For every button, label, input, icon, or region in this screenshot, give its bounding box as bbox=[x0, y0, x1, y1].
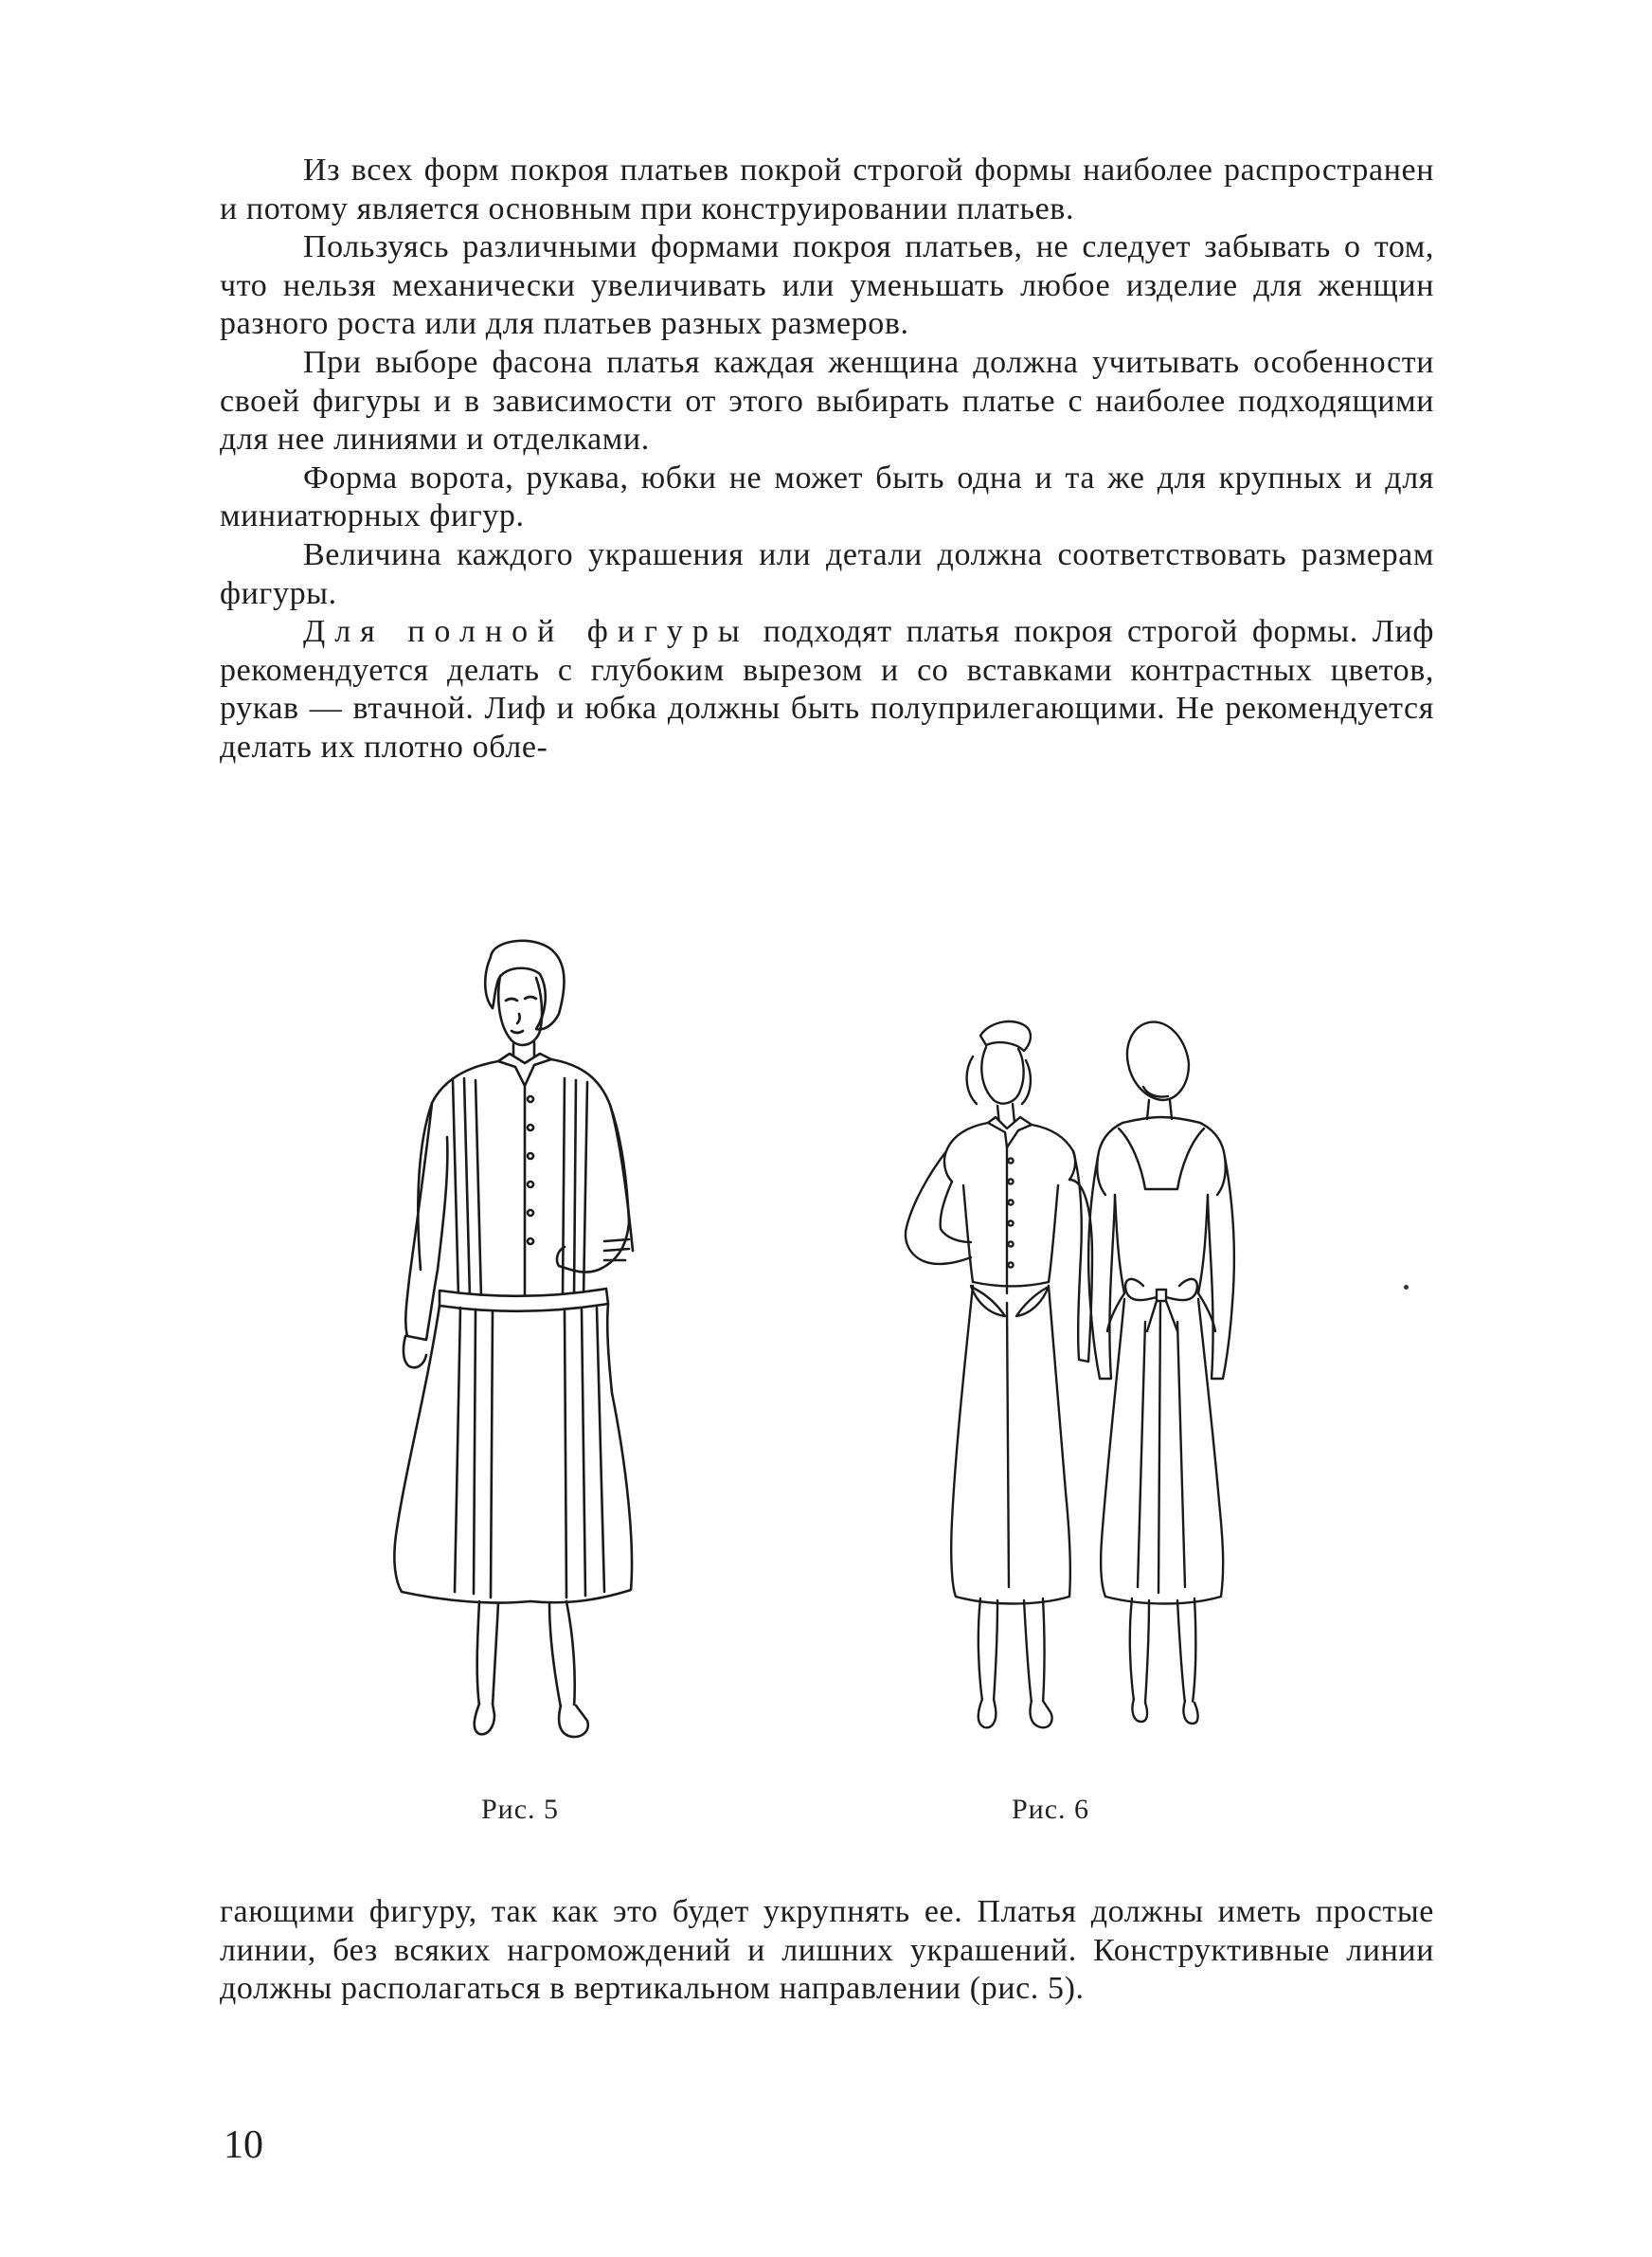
figure-6-illustration bbox=[857, 1019, 1265, 1762]
hat bbox=[980, 1021, 1031, 1051]
paragraph-rest: подходят платья покроя строгой формы. Лиф рекомендуется делать с глубоким вырезом и со вставками контрастных цветов, рукав — втачной. Лиф и юбка должны быть полуприлегающими. Не рекомендуется делать их плотно обле- bbox=[220, 614, 1434, 765]
page-number: 10 bbox=[224, 2123, 263, 2167]
hair-back bbox=[1127, 1022, 1189, 1100]
collar bbox=[498, 1054, 551, 1086]
skirt-outline bbox=[951, 1286, 1070, 1604]
paragraph: Пользуясь различными формами покроя платьев, не следует забывать о том, что нельзя механически увеличивать или уменьшать любое изделие для женщин разного роста или для платьев разных размеров. bbox=[220, 229, 1434, 342]
figure-5-caption: Рис. 5 bbox=[481, 1794, 560, 1825]
spaced-emphasis: Для полной фигуры bbox=[303, 614, 749, 650]
bottom-text-block bbox=[220, 1893, 1434, 2009]
legs bbox=[477, 1601, 575, 1707]
shoes bbox=[475, 1704, 588, 1737]
collar bbox=[988, 1117, 1032, 1147]
print-speck bbox=[1404, 1285, 1409, 1290]
paragraph bbox=[220, 613, 1434, 767]
yoke bbox=[1119, 1128, 1204, 1189]
paragraph: Величина каждого украшения или детали должна соответствовать размерам фигуры. bbox=[220, 536, 1434, 611]
figure-5-illustration bbox=[388, 938, 644, 1762]
pleat-lines bbox=[453, 1078, 587, 1298]
skirt-outline bbox=[394, 1304, 632, 1603]
top-text-block bbox=[220, 152, 1434, 767]
skirt-back-outline bbox=[1101, 1299, 1223, 1604]
front-view bbox=[906, 1021, 1092, 1727]
figure-6-caption: Рис. 6 bbox=[1012, 1794, 1090, 1825]
paragraph: Форма ворота, рукава, юбки не может быть одна и та же для крупных и для миниатюрных фигур. bbox=[220, 460, 1434, 534]
back-view bbox=[1088, 1022, 1234, 1724]
paragraph: Из всех форм покроя платьев покрой строгой формы наиболее распространен и потому является основным при конструировании платьев. bbox=[220, 153, 1434, 226]
hair bbox=[485, 941, 564, 1030]
paragraph-continuation: гающими фигуру, так как это будет укрупнять ее. Платья должны иметь простые линии, без всяких нагромождений и лишних украшений. Конструктивные линии должны располагаться в вертикальном направлении (рис. 5). bbox=[220, 1894, 1434, 2007]
paragraph: При выборе фасона платья каждая женщина должна учитывать особенности своей фигуры и в зависимости от этого выбирать платье с наиболее подходящими для нее линиями и отделками. bbox=[220, 344, 1434, 458]
pocket-flap bbox=[971, 1286, 1049, 1316]
face bbox=[498, 976, 542, 1045]
